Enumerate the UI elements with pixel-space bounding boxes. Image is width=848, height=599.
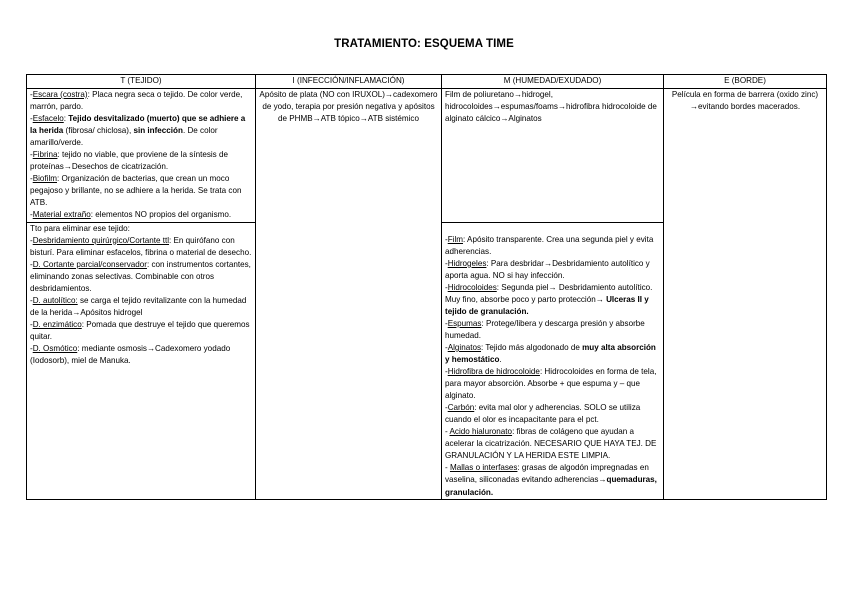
list-item: -Alginatos: Tejido más algodonado de muy alta absorción y hemostático. (445, 342, 656, 364)
list-item: - Acido hialuronato: fibras de colágeno que ayudan a acelerar la cicatrización. NECESARIO QUE HAYA TEJ. DE GRANULACIÓN Y LA HERIDA ESTE LIMPIA. (445, 427, 657, 461)
cell-tejido-tipos (27, 89, 256, 223)
cell-desbridamiento (27, 222, 256, 499)
cell-humedad-intro: Film de poliuretano→hidrogel, hidrocoloides→espumas/foams→hidrofibra hidrocoloide de alginato cálcico→Alginatos (442, 89, 664, 223)
list-item: -Hidrogeles: Para desbridar→Desbridamiento autolítico y aporta agua. NO si hay infección. (445, 258, 650, 280)
cell-humedad-items (442, 222, 664, 499)
list-item: -D. Osmótico: mediante osmosis→Cadexomero yodado (Iodosorb), miel de Manuka. (30, 343, 231, 366)
desbridamiento-intro: Tto para eliminar ese tejido: (30, 223, 130, 233)
list-item: -Espumas: Protege/libera y descarga presión y absorbe humedad. (445, 318, 645, 340)
list-item: - Mallas o interfases: grasas de algodón impregnadas en vaselina, siliconadas evitando adherencias→quemaduras, granulación. (445, 463, 657, 497)
list-item: -Carbón: evita mal olor y adherencias. SOLO se utiliza cuando el olor es incapacitante para el pct. (445, 403, 641, 425)
list-item: -Hidrocoloides: Segunda piel→ Desbridamiento autolítico. Muy fino, absorbe poco y parto protección→ Ulceras II y tejido de granulación. (445, 282, 653, 316)
header-infeccion: I (INFECCIÓN/INFLAMACIÓN) (256, 75, 442, 89)
cell-infeccion: Apósito de plata (NO con IRUXOL)→cadexomero de yodo, terapia por presión negativa y apósitos de PHMB→ATB tópico→ATB sistémico (256, 89, 442, 500)
list-item: -D. Cortante parcial/conservador: con instrumentos cortantes, eliminando zonas selectivas. Combinable con otros desbridamientos. (30, 259, 251, 293)
list-item: -Desbridamiento quirúrgico/Cortante ttl: En quirófano con bisturí. Para eliminar esfacelos, fibrina o material de desecho. (30, 235, 252, 257)
header-borde: E (BORDE) (664, 75, 827, 89)
list-item: -Fibrina: tejido no viable, que proviene de la síntesis de proteínas→Desechos de cicatrización. (30, 150, 228, 172)
header-row (27, 75, 827, 89)
list-item: -D. enzimático: Pomada que destruye el tejido que queremos quitar. (30, 319, 250, 341)
cell-borde: Película en forma de barrera (oxido zinc) →evitando bordes macerados. (664, 89, 827, 500)
time-table (26, 74, 827, 500)
header-tejido: T (TEJIDO) (27, 75, 256, 89)
list-item: -D. autolítico: se carga el tejido revitalizante con la humedad de la herida→Apósitos hidrogel (30, 295, 247, 317)
list-item: -Escara (costra): Placa negra seca o tejido. De color verde, marrón, pardo. (30, 90, 243, 112)
list-item: -Material extraño: elementos NO propios del organismo. (30, 210, 232, 220)
list-item: -Biofilm: Organización de bacterias, que crean un moco pegajoso y brillante, no se adhiere a la herida. Se trata con ATB. (30, 174, 242, 208)
page-title: TRATAMIENTO: ESQUEMA TIME (334, 38, 514, 50)
list-item: -Film: Apósito transparente. Crea una segunda piel y evita adherencias. (445, 234, 654, 256)
list-item: -Hidrofibra de hidrocoloide: Hidrocoloides en forma de tela, para mayor absorción. Absorbe + que espuma y – que alginato. (445, 367, 657, 401)
list-item: -Esfacelo: Tejido desvitalizado (muerto) que se adhiere a la herida (fibrosa/ chiclosa), sin infección. De color amarillo/verde. (30, 114, 246, 148)
header-humedad: M (HUMEDAD/EXUDADO) (442, 75, 664, 89)
